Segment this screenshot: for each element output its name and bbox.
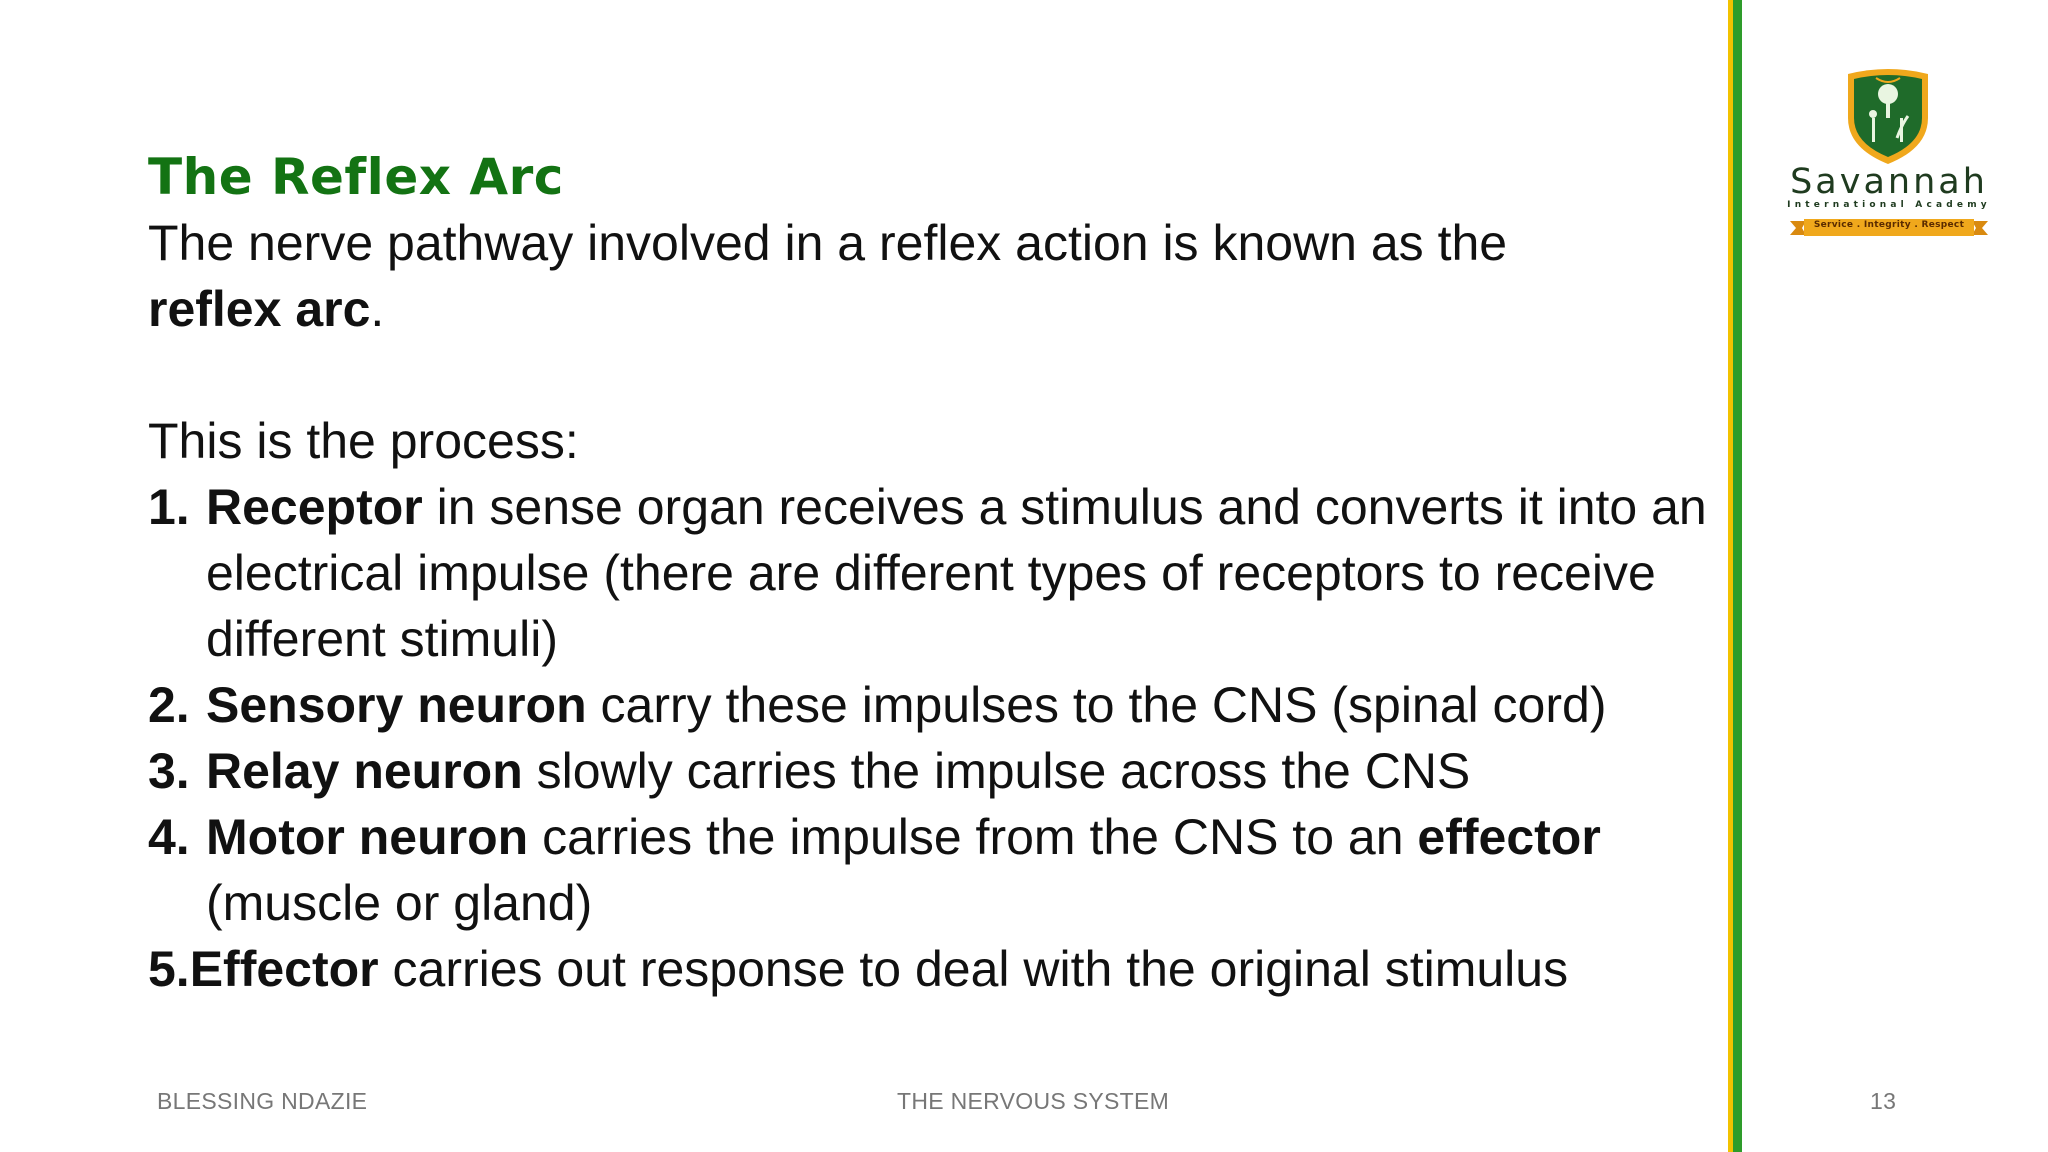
logo-motto: Service . Integrity . Respect [1813,220,1965,230]
step-text [206,474,1708,672]
step-number: 1. [148,479,190,535]
step-item [148,672,1708,738]
step-description: carry these impulses to the CNS (spinal cord) [586,677,1607,733]
logo-name: Savannah [1790,162,1988,202]
step-term: Effector [189,941,379,997]
step-description: carries the impulse from the CNS to an [528,809,1418,865]
step-term: Relay neuron [206,743,523,799]
step-number: 4. [148,809,190,865]
spacer [148,342,1708,408]
slide-content [148,144,1708,1002]
intro-end: . [370,281,385,337]
step-item [148,936,1708,1002]
page-number: 13 [1870,1088,1897,1114]
footer-title: THE NERVOUS SYSTEM [897,1088,1170,1114]
step-description: slowly carries the impulse across the CNS [522,743,1471,799]
step-number: 2. [148,677,190,733]
process-label: This is the process: [148,413,579,469]
slide-title: The Reflex Arc [148,148,564,206]
step-term-secondary: effector [1417,809,1601,865]
intro-bold-term: reflex arc [148,281,371,337]
crest-icon [1842,66,1934,166]
intro-text: The nerve pathway involved in a reflex action is known as the [148,215,1508,271]
step-text [206,804,1708,936]
process-steps [148,474,1708,1002]
step-number: 3. [148,743,190,799]
step-text [206,672,1708,738]
step-description-secondary: (muscle or gland) [206,875,593,931]
school-logo [1784,66,1994,246]
step-text [206,738,1708,804]
divider-stripe-green [1733,0,1742,1152]
logo-subtitle: International Academy [1787,200,1991,210]
footer-author: BLESSING NDAZIE [157,1088,368,1114]
step-item [148,474,1708,672]
step-term: Motor neuron [206,809,529,865]
step-description: carries out response to deal with the original stimulus [378,941,1569,997]
step-term: Receptor [206,479,423,535]
step-item [148,738,1708,804]
step-number: 5. [148,941,190,997]
step-term: Sensory neuron [206,677,587,733]
step-description: in sense organ receives a stimulus and converts it into an electrical impulse (there are different types of receptors to receive different stimuli) [206,479,1707,667]
intro-paragraph [148,210,1708,342]
step-text [190,936,1708,1002]
step-item [148,804,1708,936]
